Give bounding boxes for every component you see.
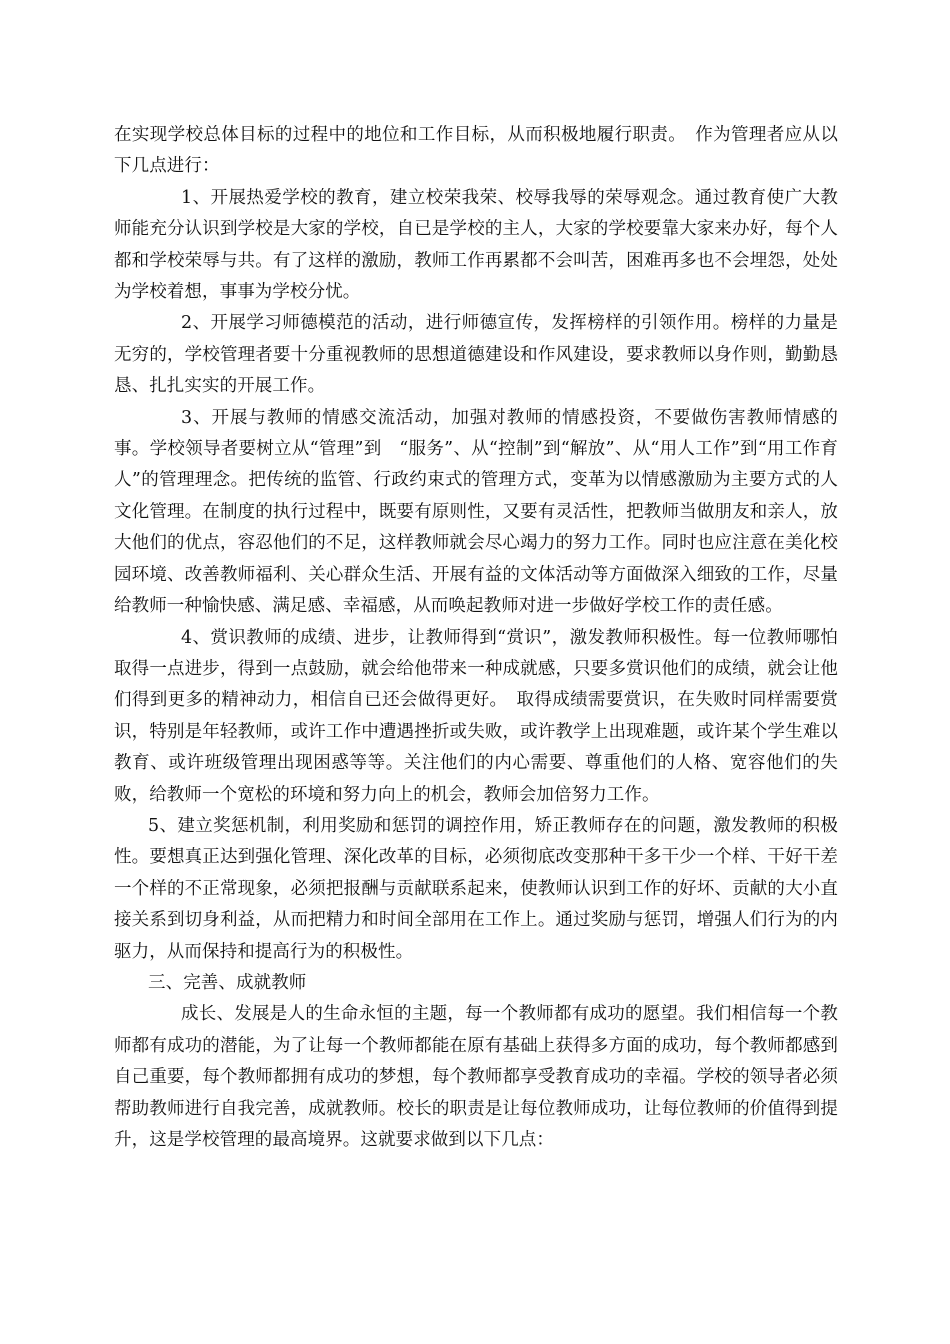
paragraph-intro-continuation: 在实现学校总体目标的过程中的地位和工作目标，从而积极地履行职责。 作为管理者应从以下几点进行： <box>114 125 838 177</box>
document-body <box>114 120 838 1156</box>
paragraph-point-3: 3、开展与教师的情感交流活动，加强对教师的情感投资，不要做伤害教师情感的事。学校领导者要树立从“管理”到 “服务”、从“控制”到“解放”、从“用人工作”到“用工作育人”的管理理念。把传统的监管、行政约束式的管理方式，变革为以情感激励为主要方式的人文化管理。在制度的执行过程中，既要有原则性，又要有灵活性，把教师当做朋友和亲人，放大他们的优点，容忍他们的不足，这样教师就会尽心竭力的努力工作。同时也应注意在美化校园环境、改善教师福利、关心群众生活、开展有益的文体活动等方面做深入细致的工作，尽量给教师一种愉快感、满足感、幸福感，从而唤起教师对进一步做好学校工作的责任感。 <box>114 407 838 617</box>
paragraph-point-5: 5、建立奖惩机制，利用奖励和惩罚的调控作用，矫正教师存在的问题，激发教师的积极性。要想真正达到强化管理、深化改革的目标，必须彻底改变那种干多干少一个样、干好干差一个样的不正常现象，必须把报酬与贡献联系起来，使教师认识到工作的好坏、贡献的大小直接关系到切身利益，从而把精力和时间全部用在工作上。通过奖励与惩罚，增强人们行为的内驱力，从而保持和提高行为的积极性。 <box>114 815 838 962</box>
paragraph-point-1: 1、开展热爱学校的教育，建立校荣我荣、校辱我辱的荣辱观念。通过教育使广大教师能充分认识到学校是大家的学校，自已是学校的主人，大家的学校要靠大家来办好，每个人都和学校荣辱与共。有了这样的激励，教师工作再累都不会叫苦，困难再多也不会埋怨，处处为学校着想，事事为学校分忧。 <box>114 187 838 303</box>
paragraph-point-2: 2、开展学习师德模范的活动，进行师德宣传，发挥榜样的引领作用。榜样的力量是无穷的，学校管理者要十分重视教师的思想道德建设和作风建设，要求教师以身作则，勤勤恳恳、扎扎实实的开展工作。 <box>114 313 838 397</box>
paragraph-section-body: 成长、发展是人的生命永恒的主题，每一个教师都有成功的愿望。我们相信每一个教师都有成功的潜能，为了让每一个教师都能在原有基础上获得多方面的成功，每个教师都感到自己重要，每个教师都拥有成功的梦想，每个教师都享受教育成功的幸福。学校的领导者必须帮助教师进行自我完善，成就教师。校长的职责是让每位教师成功，让每位教师的价值得到提升，这是学校管理的最高境界。这就要求做到以下几点： <box>114 1004 838 1150</box>
paragraph-point-4: 4、赏识教师的成绩、进步，让教师得到“赏识”，激发教师积极性。每一位教师哪怕取得一点进步，得到一点鼓励，就会给他带来一种成就感，只要多赏识他们的成绩，就会让他们得到更多的精神动力，相信自已还会做得更好。 取得成绩需要赏识，在失败时同样需要赏识，特别是年轻教师，或许工作中遭遇挫折或失败，或许教学上出现难题，或许某个学生难以教育、或许班级管理出现困惑等等。关注他们的内心需要、尊重他们的人格、宽容他们的失败，给教师一个宽松的环境和努力向上的机会，教师会加倍努力工作。 <box>114 627 838 805</box>
section-heading: 三、完善、成就教师 <box>148 972 307 993</box>
